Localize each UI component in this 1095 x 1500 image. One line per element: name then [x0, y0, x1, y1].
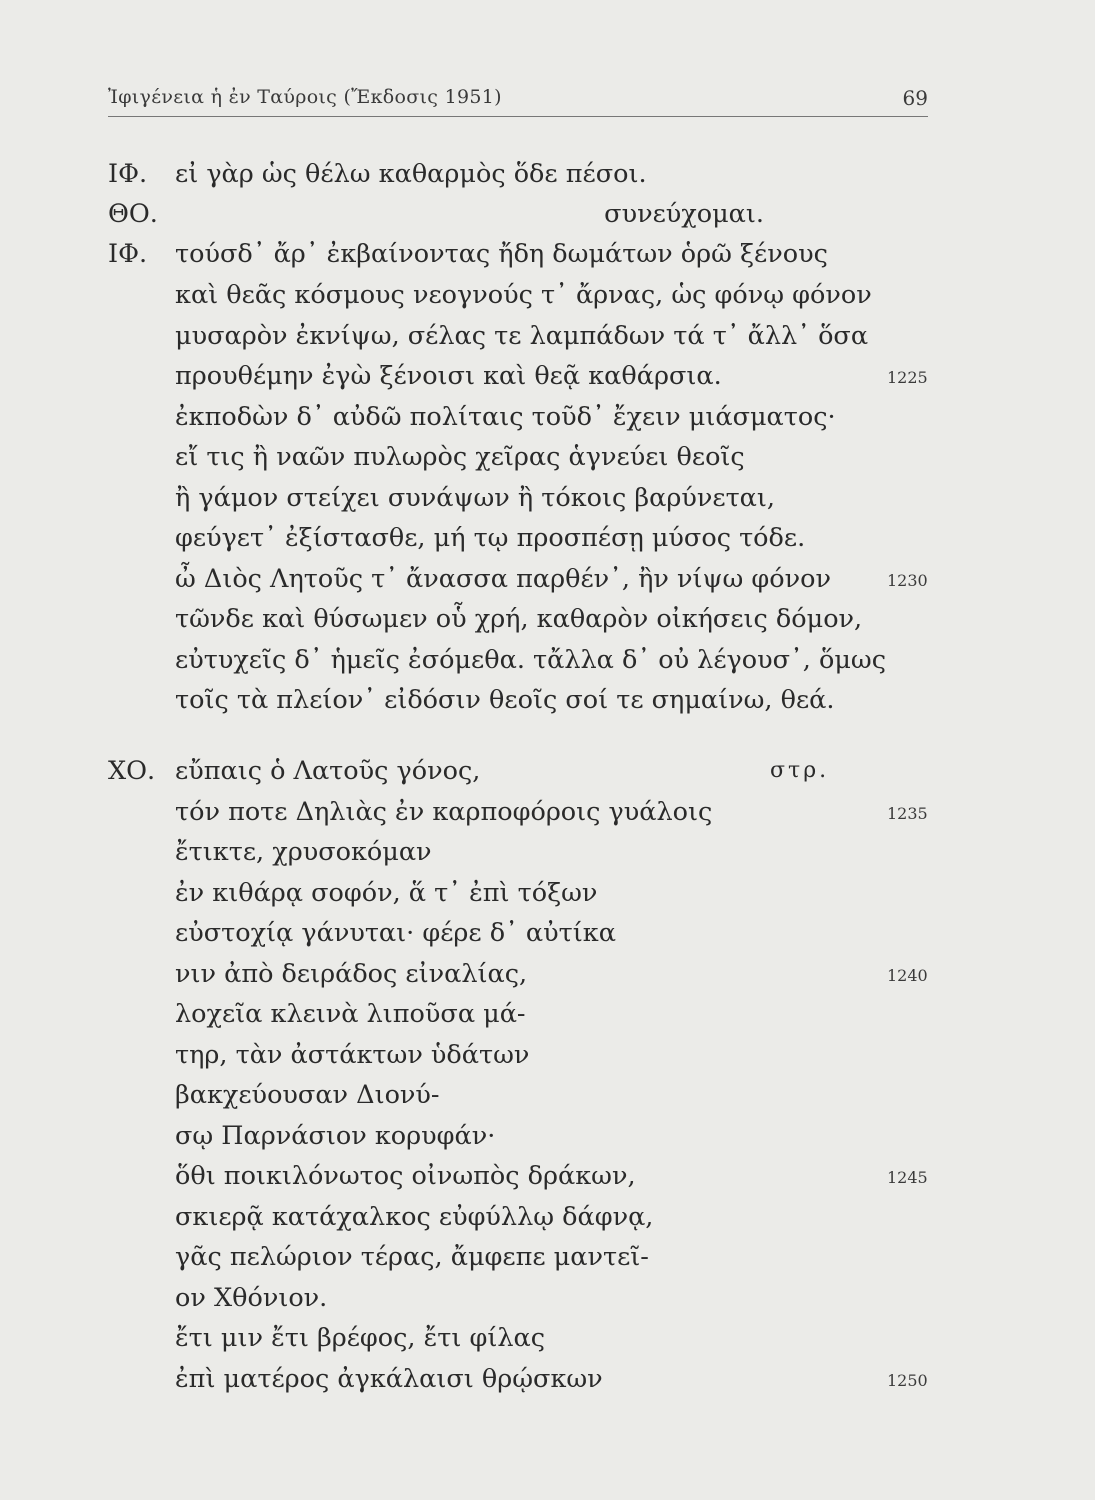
verse-text-line: μυσαρὸν ἐκνίψω, σέλας τε λαμπάδων τά τ᾽ ἄλλ᾽ ὅσα: [175, 321, 869, 351]
verse-line: [108, 640, 887, 680]
verse-text-line: εὔπαις ὁ Λατοῦς γόνος,: [175, 756, 481, 786]
verse-line: [108, 397, 868, 437]
verse-line: [108, 873, 868, 913]
verse-line: [108, 832, 868, 872]
verse-text-line: εἰ γὰρ ὡς θέλω καθαρμὸς ὅδε πέσοι.: [175, 159, 647, 189]
verse-line: [108, 1318, 868, 1358]
verse-text-line: σκιερᾷ κατάχαλκος εὐφύλλῳ δάφνᾳ,: [175, 1202, 654, 1232]
verse-text-line: ὦ Διὸς Λητοῦς τ᾽ ἄνασσα παρθέν᾽, ἢν νίψω φόνον: [175, 564, 831, 594]
verse-text-line: τούσδ᾽ ἄρ᾽ ἐκβαίνοντας ἤδη δωμάτων ὁρῶ ξένους: [175, 239, 828, 269]
verse-line: [108, 1237, 868, 1277]
verse-text-line: τοῖς τὰ πλείον᾽ εἰδόσιν θεοῖς σοί τε σημαίνω, θεά.: [175, 685, 835, 715]
verse-line: [108, 994, 868, 1034]
speaker-label: ΙΦ.: [108, 159, 148, 189]
verse-text-line: εἴ τις ἢ ναῶν πυλωρὸς χεῖρας ἁγνεύει θεοῖς: [175, 442, 745, 472]
verse-text-line: ἔτικτε, χρυσοκόμαν: [175, 837, 432, 867]
verse-line: [108, 316, 868, 356]
verse-text-line: ὅθι ποικιλόνωτος οἰνωπὸς δράκων,: [175, 1161, 636, 1191]
verse-line: [108, 1035, 868, 1075]
verse-line: [108, 1278, 868, 1318]
line-number: 1235: [887, 804, 928, 823]
speaker-label: ΙΦ.: [108, 239, 148, 269]
verse-text-line: τόν ποτε Δηλιὰς ἐν καρποφόροις γυάλοις: [175, 797, 713, 827]
verse-line: [108, 751, 868, 791]
verse-line: [108, 234, 868, 274]
verse-line: [108, 437, 868, 477]
header-rule: [108, 116, 928, 117]
line-number: 1240: [887, 966, 928, 985]
verse-line: [108, 1359, 868, 1399]
verse-line: [108, 792, 868, 832]
speaker-label: ΘΟ.: [108, 199, 158, 229]
verse-text-line: ἐν κιθάρᾳ σοφόν, ἅ τ᾽ ἐπὶ τόξων: [175, 878, 598, 908]
verse-line: [108, 599, 868, 639]
page-number: 69: [902, 86, 928, 110]
verse-line: [108, 913, 868, 953]
verse-line: [108, 356, 868, 396]
running-header: [108, 86, 928, 116]
running-title: Ἰφιγένεια ἡ ἐν Ταύροις (Ἔκδοσις 1951): [108, 86, 502, 108]
verse-line: [108, 518, 868, 558]
verse-text-line: νιν ἀπὸ δειράδος εἰναλίας,: [175, 959, 528, 989]
verse-text-line: εὐστοχίᾳ γάνυται· φέρε δ᾽ αὐτίκα: [175, 918, 616, 948]
verse-text-line: λοχεῖα κλεινὰ λιποῦσα μά-: [175, 999, 526, 1029]
verse-line: [108, 1075, 868, 1115]
verse-text-line: συνεύχομαι.: [604, 199, 764, 229]
verse-text-line: ἐκποδὼν δ᾽ αὐδῶ πολίταις τοῦδ᾽ ἔχειν μιάσματος·: [175, 402, 836, 432]
line-number: 1230: [887, 571, 928, 590]
verse-text-line: ἐπὶ ματέρος ἀγκάλαισι θρῴσκων: [175, 1364, 603, 1394]
verse-text-line: φεύγετ᾽ ἐξίστασθε, μή τῳ προσπέσῃ μύσος τόδε.: [175, 523, 806, 553]
verse-line: [108, 275, 872, 315]
verse-text-line: εὐτυχεῖς δ᾽ ἡμεῖς ἐσόμεθα. τἄλλα δ᾽ οὐ λέγουσ᾽, ὅμως: [175, 645, 887, 675]
verse-text-line: ἔτι μιν ἔτι βρέφος, ἔτι φίλας: [175, 1323, 546, 1353]
verse-line: [108, 154, 868, 194]
strophe-marker: στρ.: [770, 758, 830, 783]
verse-text-line: προυθέμην ἐγὼ ξένοισι καὶ θεᾷ καθάρσια.: [175, 361, 722, 391]
line-number: 1245: [887, 1168, 928, 1187]
verse-text-line: ον Χθόνιον.: [175, 1283, 328, 1313]
verse-text-line: σῳ Παρνάσιον κορυφάν·: [175, 1121, 496, 1151]
verse-text-line: βακχεύουσαν Διονύ-: [175, 1080, 440, 1110]
line-number: 1250: [887, 1371, 928, 1390]
speaker-label: ΧΟ.: [108, 756, 156, 786]
verse-text-line: τῶνδε καὶ θύσωμεν οὗ χρή, καθαρὸν οἰκήσεις δόμον,: [175, 604, 863, 634]
verse-line: [108, 478, 868, 518]
verse-text-line: γᾶς πελώριον τέρας, ἄμφεπε μαντεῖ-: [175, 1242, 649, 1272]
verse-text-line: ἢ γάμον στείχει συνάψων ἢ τόκοις βαρύνεται,: [175, 483, 776, 513]
verse-line: [108, 1197, 868, 1237]
line-number: 1225: [887, 368, 928, 387]
verse-line: [108, 680, 868, 720]
verse-line: [108, 1116, 868, 1156]
verse-text-line: καὶ θεᾶς κόσμους νεογνούς τ᾽ ἄρνας, ὡς φόνῳ φόνον: [175, 280, 872, 310]
verse-line: [108, 1156, 868, 1196]
verse-line: [108, 194, 868, 234]
verse-text-line: τηρ, τὰν ἀστάκτων ὑδάτων: [175, 1040, 530, 1070]
verse-line: [108, 954, 868, 994]
verse-line: [108, 559, 868, 599]
